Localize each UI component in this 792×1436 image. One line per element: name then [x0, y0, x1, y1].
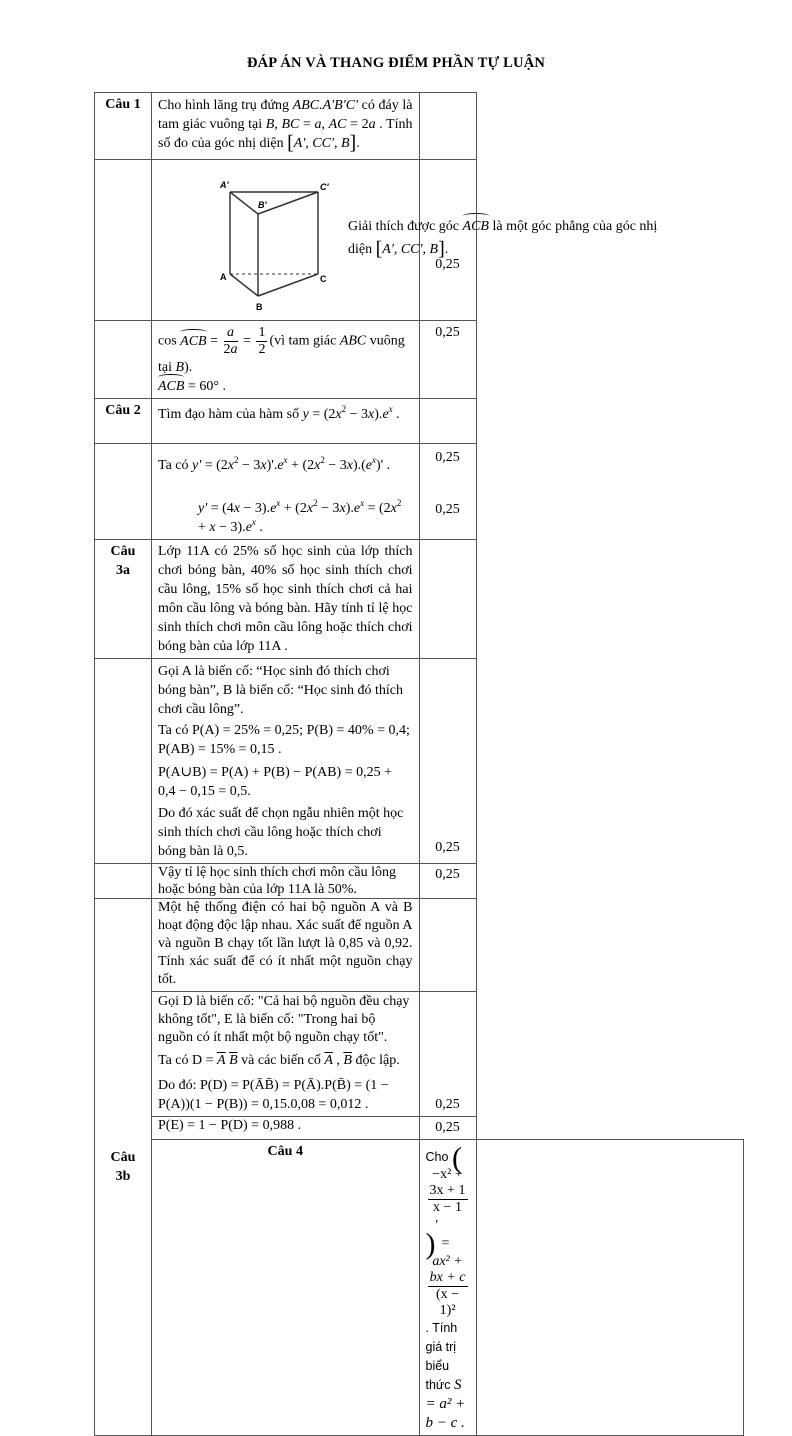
answer-line: Vậy tỉ lệ học sinh thích chơi môn cầu lông hoặc bóng bàn của lớp 11A là 50%.: [152, 864, 420, 899]
question-label: Câu 3a: [95, 540, 152, 659]
fraction-denominator: x − 1: [433, 1200, 462, 1216]
answer-line: Do đó xác suất để chọn ngẫu nhiên một học sinh thích chơi cầu lông hoặc thích chơi bóng bàn là 0,5.: [158, 806, 404, 859]
table-row: [95, 444, 744, 540]
answer-cell: [152, 992, 420, 1117]
rhs-denominator: (x − 1)²: [435, 1286, 460, 1318]
score-value: 0,25: [435, 840, 460, 855]
angle-result: ACB = 60° .: [158, 379, 226, 394]
vertex-label-b: B: [256, 302, 263, 312]
table-row: [95, 160, 744, 321]
score-value: 0,25: [435, 1120, 460, 1135]
question-prompt: Một hệ thống điện có hai bộ nguồn A và B hoạt động độc lập nhau. Xác suất để nguồn A và nguồn B chạy tốt lần lượt là 0,85 và 0,92. Tính xác suất để có ít nhất một nguồn chạy tốt.: [152, 899, 420, 992]
vertex-label-a: A: [220, 272, 227, 282]
score-cell: [476, 1140, 744, 1436]
question-label-empty: [95, 659, 152, 864]
rhs-numerator: ax² + bx + c: [428, 1254, 468, 1287]
score-cell: [419, 160, 476, 321]
score-cell: [419, 321, 476, 399]
table-row: [95, 399, 744, 444]
question-prompt: Tìm đạo hàm của hàm số $y = (2x^2 - 3x).e^x$ .: [152, 399, 420, 444]
vertex-label-b1: B': [258, 200, 267, 210]
question-label: Câu 4: [152, 1140, 420, 1436]
fraction-numerator: −x² + 3x + 1: [428, 1167, 468, 1200]
question-label-empty: [95, 160, 152, 321]
table-row: [95, 1140, 744, 1436]
table-row: [95, 659, 744, 864]
table-row: [95, 992, 744, 1117]
table-row: [95, 899, 744, 992]
answer-table: [94, 92, 744, 1436]
score-cell: [419, 93, 476, 160]
score-cell: [419, 659, 476, 864]
answer-line: Gọi A là biến cố: “Học sinh đó thích chơi bóng bàn”, B là biến cố: “Học sinh đó thích chơi cầu lông”.: [158, 664, 403, 717]
answer-line: Ta có $D = \overline{A}$ $\overline{B}$ và các biến cố $\overline{A}$ , $\overline{B}$ độc lập.: [158, 1053, 400, 1068]
question-prompt: Cho hình lăng trụ đứng ABC.A'B'C' có đáy là tam giác vuông tại B, BC = a, AC = 2a . Tính số đo của góc nhị diện [A', CC', B].: [152, 93, 420, 160]
table-row: [95, 540, 744, 659]
question-prompt: Lớp 11A có 25% số học sinh của lớp thích chơi bóng bàn, 40% số học sinh thích chơi cầu lông, 15% số học sinh thích chơi cả hai môn cầu lông và bóng bàn. Hãy tính tỉ lệ học sinh thích chơi môn cầu lông hoặc thích chơi bóng bàn của lớp 11A .: [152, 540, 420, 659]
answer-line: Do đó: P(D) = P(ĀB̄) = P(Ā).P(B̄) = (1 − P(A))(1 − P(B)) = 0,15.0,08 = 0,012 .: [158, 1078, 389, 1112]
answer-cell: [152, 659, 420, 864]
question-prompt: Cho ( $\frac{\text{−x² + 3x + 1}}{x - 1}$ )' = $\frac{\text{ax² + bx + c}}{\text{(x − 1)²}}$ . Tính giá trị biểu thức S = a² + b − c .: [419, 1140, 476, 1436]
table-row: [95, 864, 744, 899]
answer-line: P(A∪B) = P(A) + P(B) − P(AB) = 0,25 + 0,4 − 0,15 = 0,5.: [158, 765, 392, 799]
question-label-empty: [95, 864, 152, 899]
vertex-label-c1: C': [320, 182, 329, 192]
score-cell: [419, 399, 476, 444]
vertex-label-c: C: [320, 274, 327, 284]
score-cell: [419, 444, 476, 540]
question-label: Câu 3b: [95, 899, 152, 1436]
cos-line: cos ACB = $\frac{a}{2a}$ = $\frac{1}{2}$ (vì tam giác ABC vuông tại B).: [158, 325, 405, 375]
explanation-text: Giải thích được góc ACB là một góc phẳng của góc nhị diện [A', CC', B].: [348, 216, 680, 261]
derivative-line-2: $y' = (4x - 3).e^x + (2x^2 - 3x).e^x = (2x^2 + x - 3).e^x$ .: [198, 498, 402, 535]
score-cell: [419, 1117, 476, 1140]
question-label: Câu 2: [95, 399, 152, 444]
score-cell: [419, 540, 476, 659]
score-value: 0,25: [435, 257, 460, 272]
score-value: 0,25: [435, 325, 460, 340]
angle-acb: ACB: [463, 216, 489, 238]
table-row: [95, 321, 744, 399]
derivative-line-1: Ta có $y' = (2x^2 - 3x)'.e^x + (2x^2 - 3x).(e^x)'$ .: [158, 455, 391, 473]
answer-line: P(E) = 1 − P(D) = 0,988 .: [152, 1117, 420, 1140]
score-value: 0,25: [435, 1097, 460, 1112]
score-value: 0,25: [435, 867, 460, 882]
question-label: Câu 1: [95, 93, 152, 160]
table-row: [95, 93, 744, 160]
vertex-label-a1: A': [220, 180, 229, 190]
score-cell: [419, 992, 476, 1117]
score-cell: [419, 864, 476, 899]
answer-line: Ta có P(A) = 25% = 0,25; P(B) = 40% = 0,4; P(AB) = 15% = 0,15 .: [158, 723, 410, 757]
page-title: ĐÁP ÁN VÀ THANG ĐIỂM PHẦN TỰ LUẬN: [246, 55, 546, 71]
score-cell: [419, 899, 476, 992]
answer-line: Gọi D là biến cố: "Cả hai bộ nguồn đều chạy không tốt", E là biến cố: "Trong hai bộ nguồn có ít nhất một bộ nguồn chạy tốt".: [158, 994, 410, 1045]
answer-cell: [152, 444, 420, 540]
answer-cell: [152, 321, 420, 399]
score-value: 0,25: [435, 450, 460, 465]
question-label-empty: [95, 444, 152, 540]
table-row: [95, 1117, 744, 1140]
question-label-empty: [95, 321, 152, 399]
score-value: 0,25: [435, 502, 460, 517]
